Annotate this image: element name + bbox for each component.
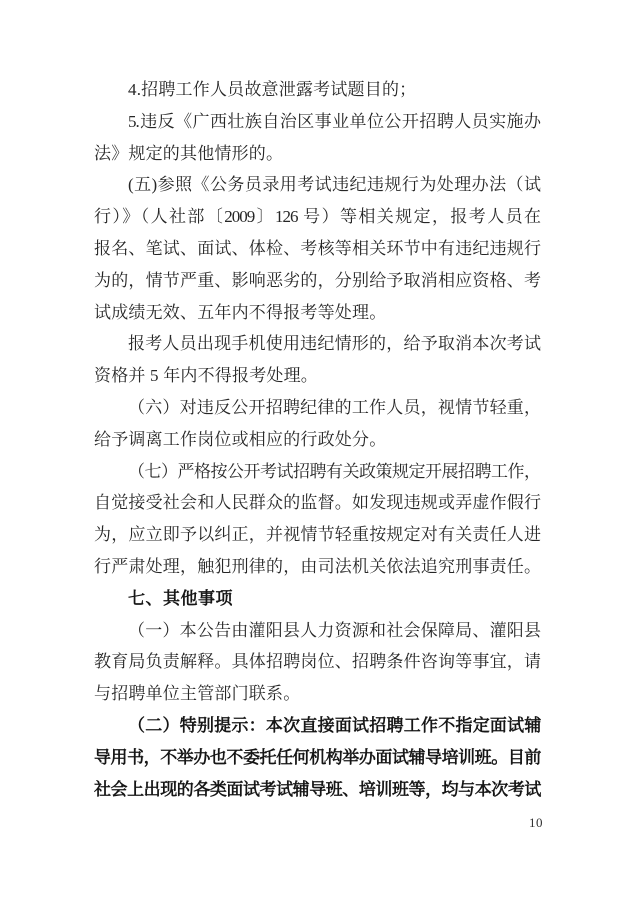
page-number: 10 (529, 815, 543, 830)
text-line: 资格并 5 年内不得报考处理。 (94, 366, 318, 386)
text-line: 试成绩无效、五年内不得报考等处理。 (94, 302, 387, 322)
page-body-text (94, 74, 540, 805)
text-line: 为的，情节严重、影响恶劣的，分别给予取消相应资格、考 (94, 270, 540, 290)
text-line: 法》规定的其他情形的。 (94, 143, 284, 163)
text-line: 与招聘单位主管部门联系。 (94, 684, 301, 704)
notice-bold-line: 导用书，不举办也不委托任何机构举办面试辅导培训班。目前 (94, 747, 540, 767)
text-line: 自觉接受社会和人民群众的监督。如发现违规或弄虚作假行 (94, 493, 540, 513)
text-line: （一）本公告由灌阳县人力资源和社会保障局、灌阳县 (128, 620, 540, 640)
text-line: 行）》（人社部〔2009〕126 号）等相关规定，报考人员在 (94, 207, 540, 227)
notice-bold-line: 社会上出现的各类面试考试辅导班、培训班等，均与本次考试 (94, 779, 540, 799)
text-line: 教育局负责解释。具体招聘岗位、招聘条件咨询等事宜，请 (94, 652, 540, 672)
text-line: 4.招聘工作人员故意泄露考试题目的； (128, 80, 417, 99)
text-line: 5.违反《广西壮族自治区事业单位公开招聘人员实施办 (128, 111, 540, 131)
section-heading: 七、其他事项 (128, 588, 233, 608)
text-line: （六）对违反公开招聘纪律的工作人员，视情节轻重， (128, 397, 540, 417)
text-line: 给予调离工作岗位或相应的行政处分。 (94, 429, 387, 449)
text-line: 报名、笔试、面试、体检、考核等相关环节中有违纪违规行 (94, 238, 540, 258)
text-line: 为，应立即予以纠正，并视情节轻重按规定对有关责任人进 (94, 525, 540, 545)
text-line: （七）严格按公开考试招聘有关政策规定开展招聘工作， (128, 461, 540, 481)
text-line: (五)参照《公务员录用考试违纪违规行为处理办法（试 (128, 175, 540, 195)
text-line: 行严肃处理，触犯刑律的，由司法机关依法追究刑事责任。 (94, 556, 540, 576)
text-line: 报考人员出现手机使用违纪情形的，给予取消本次考试 (128, 334, 540, 354)
notice-bold-line: （二）特别提示：本次直接面试招聘工作不指定面试辅 (128, 715, 540, 735)
